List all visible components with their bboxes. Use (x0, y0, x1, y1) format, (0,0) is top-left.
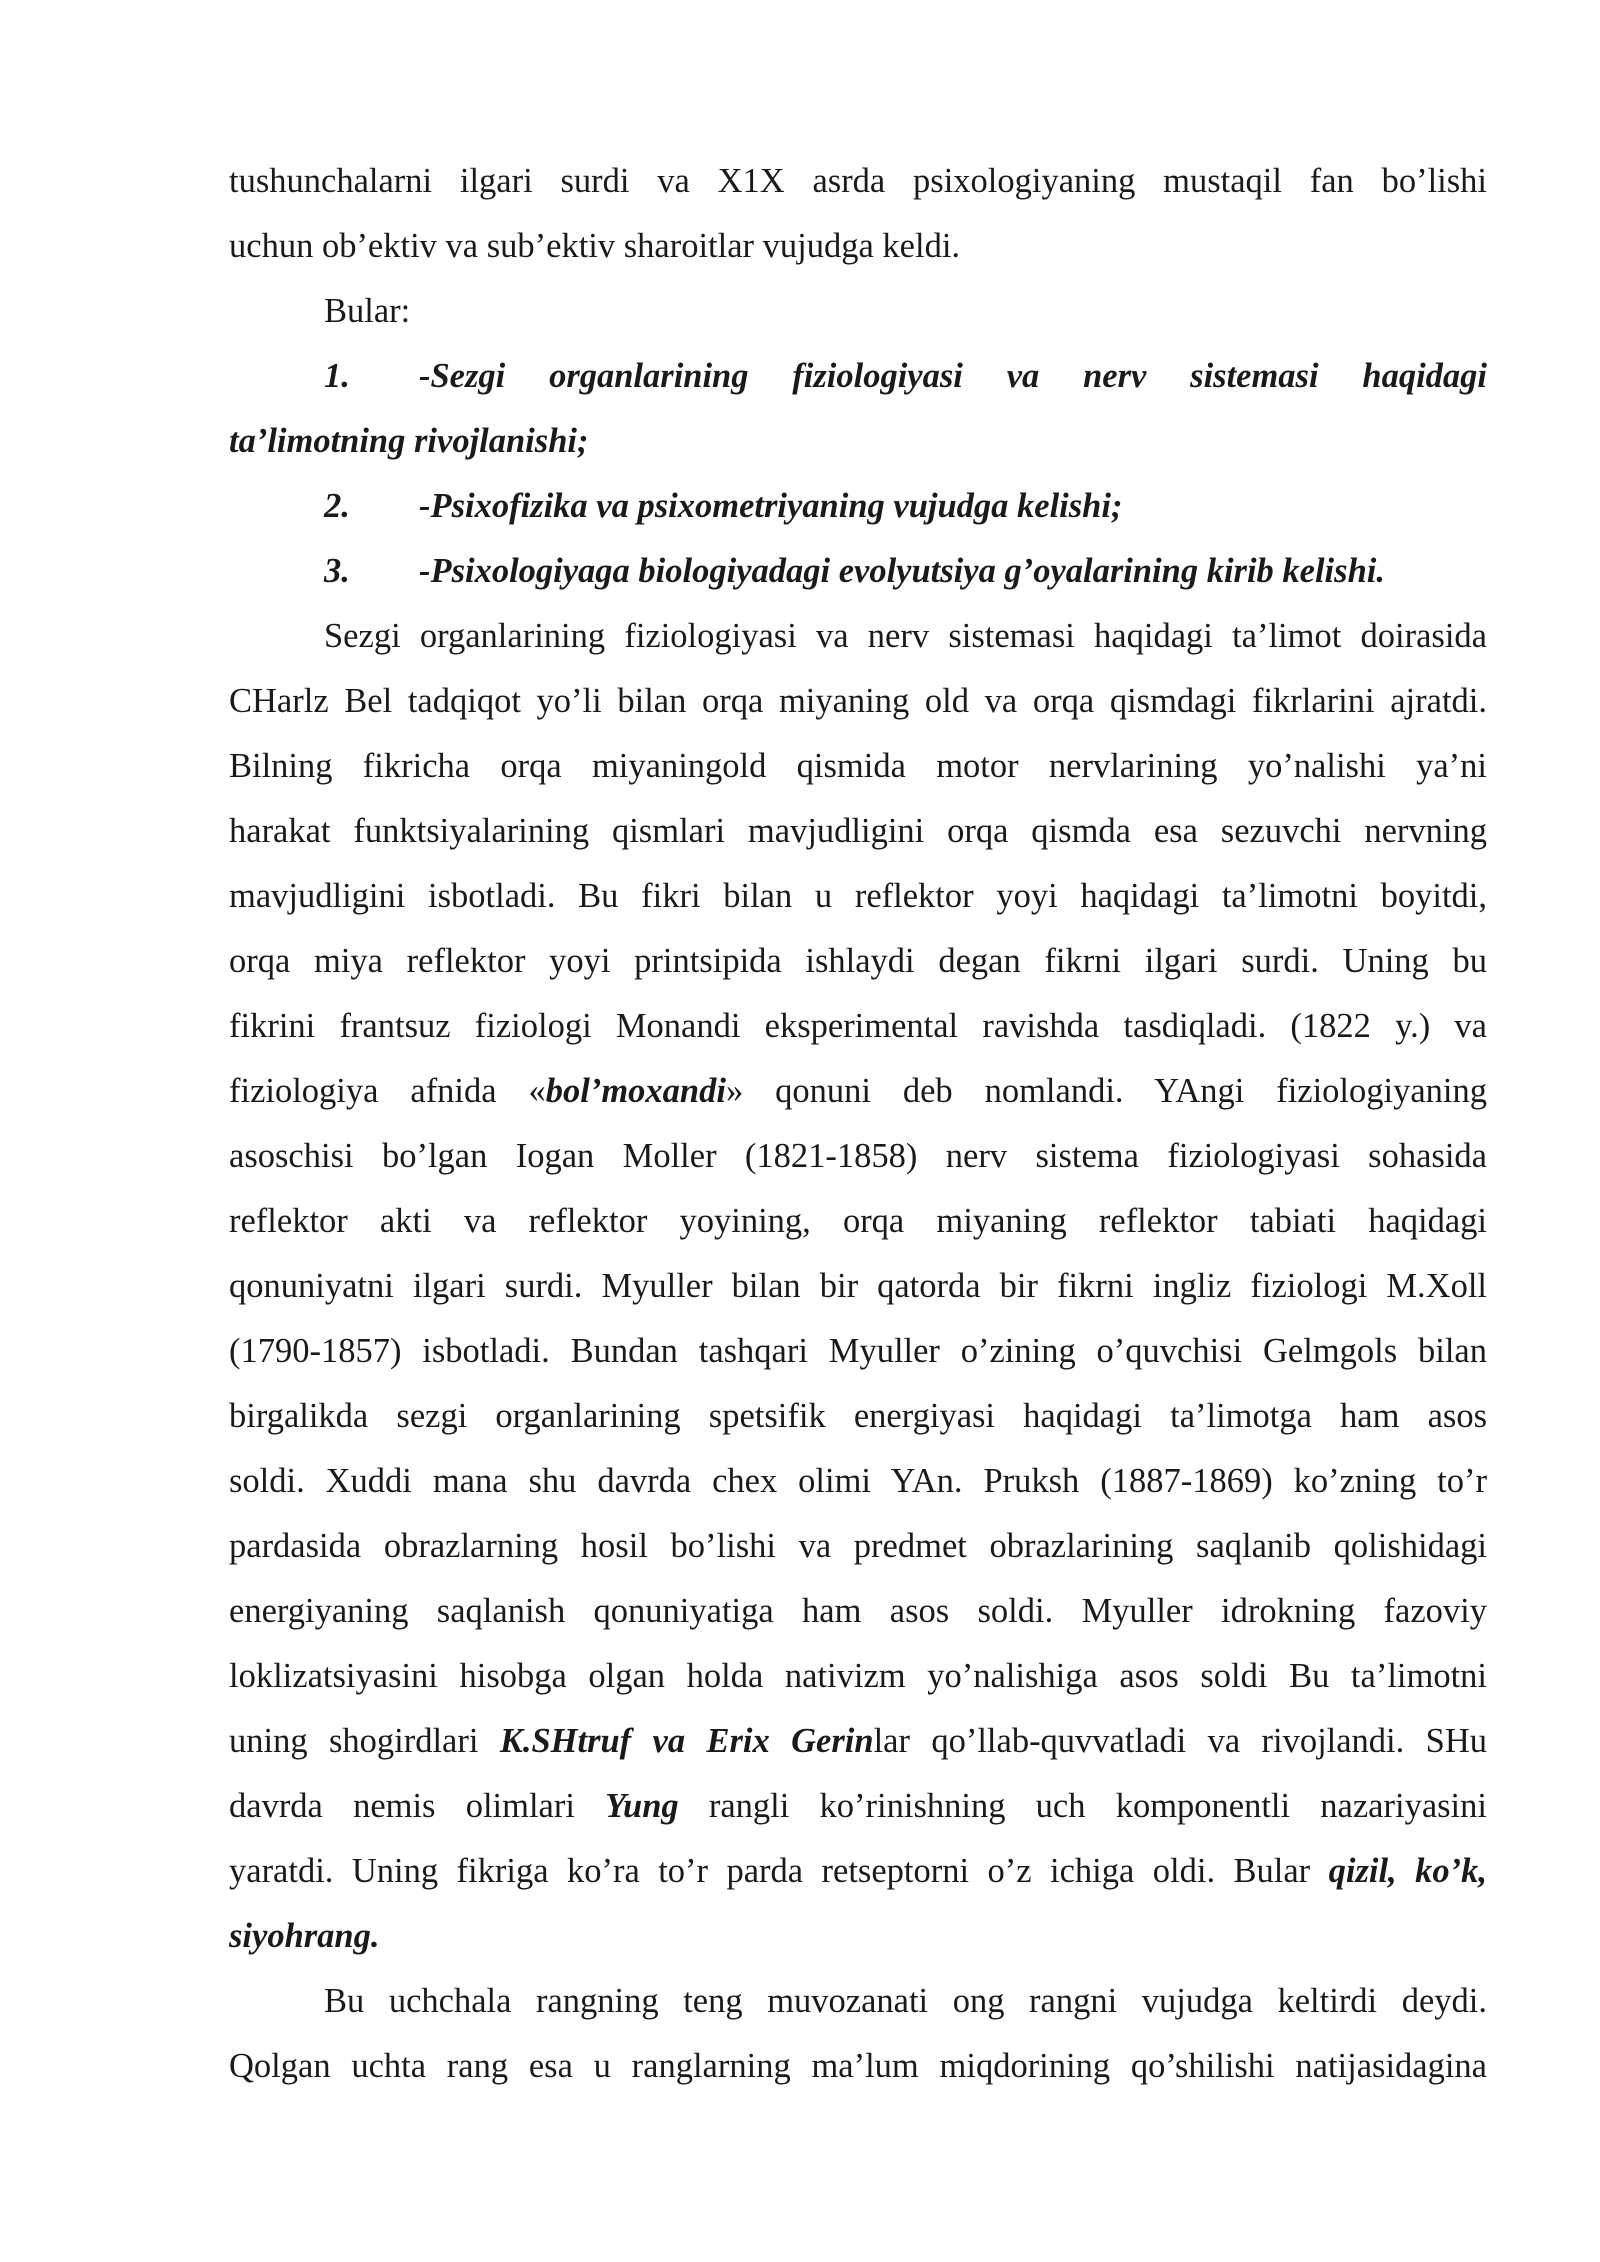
text-line: Qolgan uchta rang esa u ranglarning ma’lum miqdorining qo’shilishi natijasidagina (229, 2047, 1487, 2085)
list-number: 3. (324, 552, 350, 590)
text-line: CHarlz Bel tadqiqot yo’li bilan orqa miyaning old va orqa qismdagi fikrlarini ajratdi. (229, 682, 1487, 720)
text-line: harakat funktsiyalarining qismlari mavjudligini orqa qismda esa sezuvchi nervning (229, 812, 1487, 850)
text-line: tushunchalarni ilgari surdi va X1X asrda psixologiyaning mustaqil fan bo’lishi (229, 162, 1487, 200)
text-line: energiyaning saqlanish qonuniyatiga ham asos soldi. Myuller idrokning fazoviy (229, 1592, 1487, 1630)
list-intro: Bular: (324, 292, 411, 330)
text-line: reflektor akti va reflektor yoyining, orqa miyaning reflektor tabiati haqidagi (229, 1202, 1487, 1240)
text-line: fikrini frantsuz fiziologi Monandi eksperimental ravishda tasdiqladi. (1822 y.) va (229, 1007, 1487, 1045)
text-line (229, 1709, 1487, 1774)
text-line (229, 1839, 1487, 1904)
text-line: loklizatsiyasini hisobga olgan holda nativizm yo’nalishiga asos soldi Bu ta’limotni (229, 1657, 1487, 1695)
text-line: asoschisi bo’lgan Iogan Moller (1821-1858) nerv sistema fiziologiyasi sohasida (229, 1137, 1487, 1175)
emphasis-term: K.SHtruf va Erix Gerin (499, 1722, 874, 1760)
text-line: birgalikda sezgi organlarining spetsifik energiyasi haqidagi ta’limotga ham asos (229, 1397, 1487, 1435)
text-run: davrda nemis olimlari (229, 1787, 606, 1825)
list-text: -Psixofizika va psixometriyaning vujudga kelishi; (419, 487, 1123, 525)
text-line: soldi. Xuddi mana shu davrda chex olimi YAn. Pruksh (1887-1869) ko’zning to’r (229, 1462, 1487, 1500)
emphasis-term: bol’moxandi (545, 1072, 726, 1110)
text-line: orqa miya reflektor yoyi printsipida ishlaydi degan fikrni ilgari surdi. Uning bu (229, 942, 1487, 980)
text-line: qonuniyatni ilgari surdi. Myuller bilan bir qatorda bir fikrni ingliz fiziologi M.Xoll (229, 1267, 1487, 1305)
text-line: uchun ob’ektiv va sub’ektiv sharoitlar vujudga keldi. (229, 227, 961, 265)
text-line: (1790-1857) isbotladi. Bundan tashqari Myuller o’zining o’quvchisi Gelmgols bilan (229, 1332, 1487, 1370)
list-item (229, 474, 1487, 539)
text-run: uning shogirdlari (229, 1722, 500, 1760)
text-run: » qonuni deb nomlandi. YAngi fiziologiyaning (725, 1072, 1487, 1110)
paragraph-start: Bu uchchala rangning teng muvozanati ong rangni vujudga keltirdi deydi. (324, 1982, 1487, 2020)
text-run: fiziologiya afnida « (229, 1072, 546, 1110)
text-line: pardasida obrazlarning hosil bo’lishi va predmet obrazlarining saqlanib qolishidagi (229, 1527, 1487, 1565)
text-line (229, 1774, 1487, 1839)
text-line: Bilning fikricha orqa miyaningold qismida motor nervlarining yo’nalishi ya’ni (229, 747, 1487, 785)
text-run: rangli ko’rinishning uch komponentli nazariyasini (678, 1787, 1487, 1825)
list-item-continued: ta’limotning rivojlanishi; (229, 422, 589, 460)
text-run: lar qo’llab-quvvatladi va rivojlandi. SHu (873, 1722, 1488, 1760)
list-number: 1. (324, 357, 350, 395)
list-text: -Sezgi organlarining fiziologiyasi va nerv sistemasi haqidagi (419, 357, 1487, 395)
emphasis-term: Yung (605, 1787, 679, 1825)
list-item (229, 344, 1487, 409)
list-item (229, 539, 1487, 604)
text-line: mavjudligini isbotladi. Bu fikri bilan u reflektor yoyi haqidagi ta’limotni boyitdi, (229, 877, 1487, 915)
paragraph-start: Sezgi organlarining fiziologiyasi va nerv sistemasi haqidagi ta’limot doirasida (324, 617, 1487, 655)
text-run: yaratdi. Uning fikriga ko’ra to’r parda retseptorni o’z ichiga oldi. Bular (229, 1852, 1329, 1890)
list-number: 2. (324, 487, 350, 525)
document-body (229, 149, 1487, 2099)
emphasis-term: siyohrang. (229, 1917, 380, 1955)
list-text: -Psixologiyaga biologiyadagi evolyutsiya g’oyalarining kirib kelishi. (419, 552, 1385, 590)
text-line (229, 1059, 1487, 1124)
emphasis-term: qizil, ko’k, (1328, 1852, 1487, 1890)
